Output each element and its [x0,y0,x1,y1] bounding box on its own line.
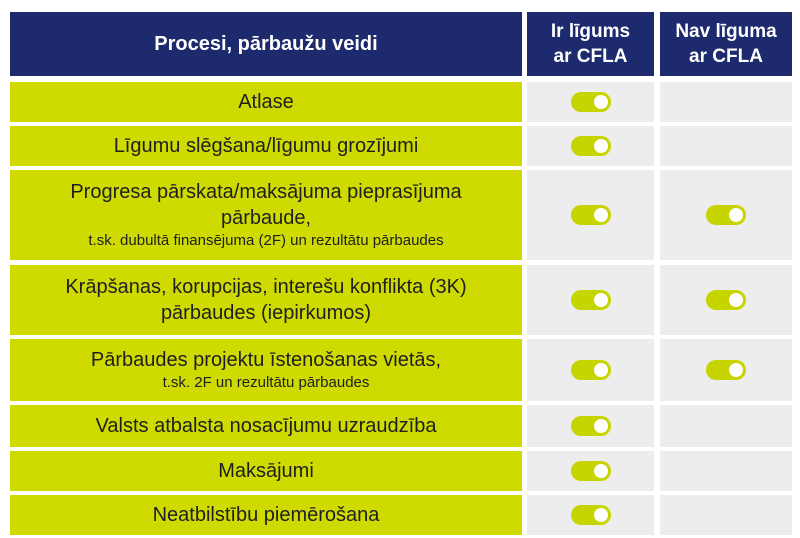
process-cell [10,339,522,401]
toggle-knob [594,293,608,307]
header-with-contract-line-1: Ir līgums [550,21,631,42]
process-name-line: Neatbilstību piemērošana [152,504,380,526]
toggle-knob [594,508,608,522]
toggle-on-icon [706,360,746,380]
process-subtext: t.sk. 2F un rezultātu pārbaudes [162,374,370,391]
process-cell [10,170,522,260]
header-with-contract-line-2: ar CFLA [553,46,628,67]
process-name-line: Pārbaudes projektu īstenošanas vietās, [90,349,442,371]
toggle-on-icon [571,461,611,481]
header-without-contract [660,12,792,76]
toggle-knob [594,139,608,153]
process-name-line: pārbaude, [220,207,312,229]
toggle-on-icon [706,290,746,310]
without-contract-cell [660,170,792,260]
process-name-line: Progresa pārskata/maksājuma pieprasījuma [70,181,462,203]
toggle-knob [594,95,608,109]
process-name-line: Krāpšanas, korupcijas, interešu konflikta (3K) [65,276,467,298]
without-contract-cell [660,451,792,491]
toggle-knob [594,464,608,478]
toggle-on-icon [571,360,611,380]
with-contract-cell [527,451,654,491]
without-contract-cell [660,339,792,401]
toggle-knob [729,293,743,307]
process-name-line: Valsts atbalsta nosacījumu uzraudzība [95,415,437,437]
toggle-on-icon [571,92,611,112]
without-contract-cell [660,265,792,335]
toggle-knob [594,208,608,222]
process-cell [10,265,522,335]
process-cell [10,82,522,122]
toggle-on-icon [571,505,611,525]
toggle-knob [729,208,743,222]
without-contract-cell [660,405,792,447]
process-name-line: pārbaudes (iepirkumos) [160,302,372,324]
toggle-on-icon [571,205,611,225]
process-cell [10,495,522,535]
process-name-line: Maksājumi [218,460,314,482]
process-cell [10,405,522,447]
with-contract-cell [527,265,654,335]
without-contract-cell [660,82,792,122]
with-contract-cell [527,495,654,535]
with-contract-cell [527,405,654,447]
toggle-on-icon [571,416,611,436]
toggle-knob [594,363,608,377]
without-contract-cell [660,495,792,535]
header-without-contract-line-1: Nav līguma [675,21,777,42]
process-cell [10,451,522,491]
process-name-line: Atlase [238,91,294,113]
header-without-contract-line-2: ar CFLA [689,46,763,67]
process-subtext: t.sk. dubultā finansējuma (2F) un rezultātu pārbaudes [88,232,444,249]
toggle-knob [594,419,608,433]
with-contract-cell [527,82,654,122]
toggle-knob [729,363,743,377]
process-name-line: Līgumu slēgšana/līgumu grozījumi [113,135,419,157]
with-contract-cell [527,170,654,260]
toggle-on-icon [571,290,611,310]
header-processes [10,12,522,76]
header-with-contract [527,12,654,76]
without-contract-cell [660,126,792,166]
with-contract-cell [527,339,654,401]
header-processes-label: Procesi, pārbaužu veidi [154,32,378,55]
process-cell [10,126,522,166]
toggle-on-icon [706,205,746,225]
toggle-on-icon [571,136,611,156]
with-contract-cell [527,126,654,166]
